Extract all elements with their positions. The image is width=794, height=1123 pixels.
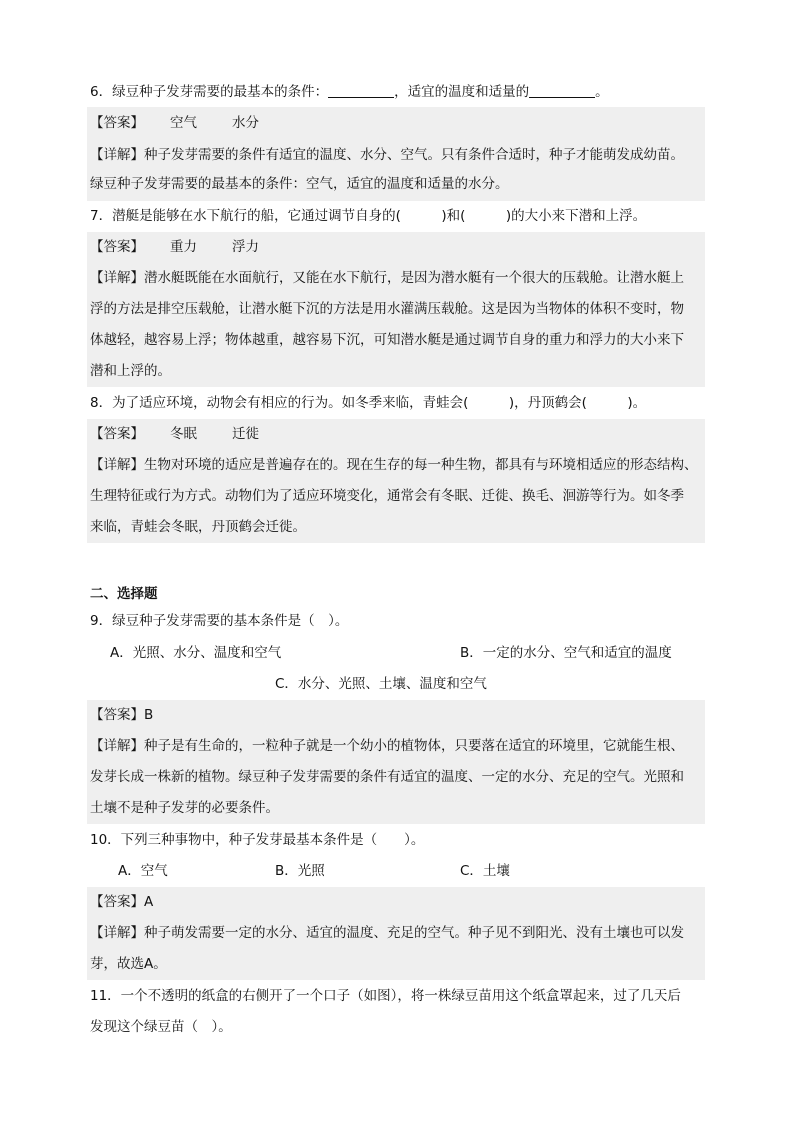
detail-9-line-3: 土壤不是种子发芽的必要条件。 bbox=[90, 800, 279, 816]
section-title: 二、选择题 bbox=[90, 586, 158, 602]
question-10: 10．下列三种事物中，种子发芽最基本条件是（ ）。 bbox=[90, 832, 425, 848]
detail-7-line-1: 【详解】潜水艇既能在水面航行，又能在水下航行，是因为潜水艇有一个很大的压载舱。让潜水艇上 bbox=[90, 270, 684, 286]
option-10-c: C．土壤 bbox=[460, 863, 510, 879]
question-6-text-b: ，适宜的温度和适量的 bbox=[394, 84, 530, 100]
detail-7-line-4: 潜和上浮的。 bbox=[90, 363, 171, 379]
blank-1 bbox=[328, 83, 394, 98]
answer-tag: 【答案】 bbox=[90, 426, 144, 442]
detail-8-line-2: 生理特征或行为方式。动物们为了适应环境变化，通常会有冬眠、迁徙、换毛、洄游等行为。如冬季 bbox=[90, 488, 684, 504]
answer-7-2: 浮力 bbox=[232, 239, 259, 255]
detail-9-line-1: 【详解】种子是有生命的，一粒种子就是一个幼小的植物体，只要落在适宜的环境里，它就能生根、 bbox=[90, 738, 684, 754]
question-11-line-1: 11．一个不透明的纸盒的右侧开了一个口子（如图），将一株绿豆苗用这个纸盒罩起来，过了几天后 bbox=[90, 988, 681, 1004]
question-7: 7．潜艇是能够在水下航行的船，它通过调节自身的( )和( )的大小来下潜和上浮。 bbox=[90, 208, 647, 224]
detail-6-line-1: 【详解】种子发芽需要的条件有适宜的温度、水分、空气。只有条件合适时，种子才能萌发成幼苗。 bbox=[90, 147, 684, 163]
option-10-a: A．空气 bbox=[118, 863, 168, 879]
question-9: 9．绿豆种子发芽需要的基本条件是（ ）。 bbox=[90, 613, 349, 629]
detail-10-line-1: 【详解】种子萌发需要一定的水分、适宜的温度、充足的空气。种子见不到阳光、没有土壤也可以发 bbox=[90, 925, 684, 941]
option-10-b: B．光照 bbox=[275, 863, 325, 879]
answer-9: 【答案】B bbox=[90, 707, 154, 723]
answer-tag: 【答案】 bbox=[90, 239, 144, 255]
detail-8-line-3: 来临，青蛙会冬眠，丹顶鹤会迁徙。 bbox=[90, 519, 306, 535]
answer-7 bbox=[90, 235, 704, 259]
answer-6 bbox=[90, 111, 704, 135]
detail-9-line-2: 发芽长成一株新的植物。绿豆种子发芽需要的条件有适宜的温度、一定的水分、充足的空气。光照和 bbox=[90, 769, 684, 785]
answer-8-1: 冬眠 bbox=[170, 426, 197, 442]
answer-6-2: 水分 bbox=[232, 115, 259, 131]
detail-7-line-2: 浮的方法是排空压载舱，让潜水艇下沉的方法是用水灌满压载舱。这是因为当物体的体积不变时，物 bbox=[90, 301, 684, 317]
detail-6-line-2: 绿豆种子发芽需要的最基本的条件：空气，适宜的温度和适量的水分。 bbox=[90, 176, 509, 192]
question-6 bbox=[90, 80, 704, 104]
answer-8 bbox=[90, 422, 704, 446]
answer-8-2: 迁徙 bbox=[232, 426, 259, 442]
answer-tag: 【答案】 bbox=[90, 115, 144, 131]
answer-6-1: 空气 bbox=[170, 115, 197, 131]
detail-10-line-2: 芽，故选A。 bbox=[90, 956, 167, 972]
answer-7-1: 重力 bbox=[170, 239, 197, 255]
blank-2 bbox=[529, 83, 595, 98]
question-8: 8．为了适应环境，动物会有相应的行为。如冬季来临，青蛙会( )，丹顶鹤会( )。 bbox=[90, 395, 647, 411]
option-9-b: B．一定的水分、空气和适宜的温度 bbox=[460, 645, 672, 661]
question-6-text-c: 。 bbox=[595, 84, 609, 100]
option-9-a: A．光照、水分、温度和空气 bbox=[110, 645, 282, 661]
question-11-line-2: 发现这个绿豆苗（ ）。 bbox=[90, 1019, 232, 1035]
detail-8-line-1: 【详解】生物对环境的适应是普遍存在的。现在生存的每一种生物，都具有与环境相适应的形态结构、 bbox=[90, 457, 698, 473]
option-9-c: C．水分、光照、土壤、温度和空气 bbox=[275, 676, 487, 692]
answer-10: 【答案】A bbox=[90, 894, 154, 910]
question-6-text-a: 6．绿豆种子发芽需要的最基本的条件： bbox=[90, 84, 329, 100]
detail-7-line-3: 体越轻，越容易上浮；物体越重，越容易下沉，可知潜水艇是通过调节自身的重力和浮力的大小来下 bbox=[90, 332, 684, 348]
